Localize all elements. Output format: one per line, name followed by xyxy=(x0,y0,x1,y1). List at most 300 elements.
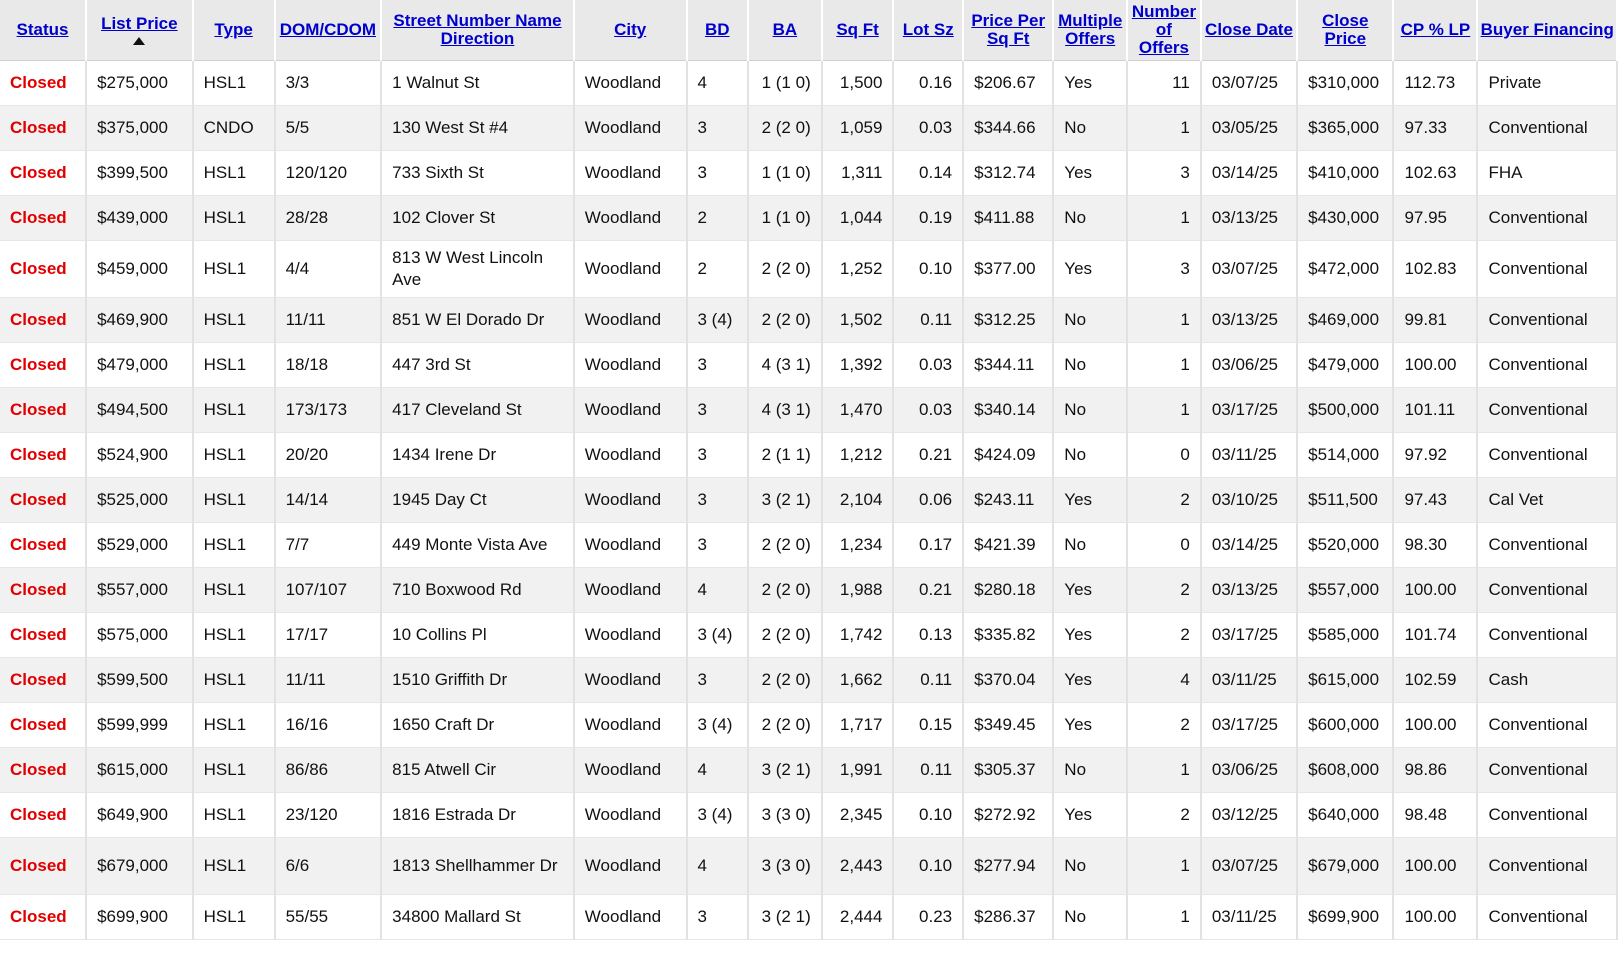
cell-multiple-offers: Yes xyxy=(1053,613,1127,658)
cell-dom-cdom: 17/17 xyxy=(275,613,382,658)
cell-status: Closed xyxy=(0,61,86,106)
cell-number-of-offers: 2 xyxy=(1127,703,1201,748)
cell-dom-cdom: 107/107 xyxy=(275,568,382,613)
cell-address: 10 Collins Pl xyxy=(381,613,574,658)
col-header-number-of-offers-label[interactable]: Number of Offers xyxy=(1131,2,1197,57)
cell-close-price: $520,000 xyxy=(1297,523,1393,568)
cell-type: HSL1 xyxy=(193,895,275,940)
cell-type: HSL1 xyxy=(193,433,275,478)
cell-cp-lp: 102.63 xyxy=(1393,151,1477,196)
cell-bd: 3 (4) xyxy=(687,703,748,748)
header-row xyxy=(0,0,1617,61)
cell-bd: 3 xyxy=(687,478,748,523)
cell-price-per-sqft: $349.45 xyxy=(963,703,1053,748)
cell-type: HSL1 xyxy=(193,388,275,433)
cell-price-per-sqft: $424.09 xyxy=(963,433,1053,478)
col-header-city[interactable] xyxy=(574,0,687,61)
cell-number-of-offers: 1 xyxy=(1127,106,1201,151)
cell-city: Woodland xyxy=(574,151,687,196)
cell-close-price: $615,000 xyxy=(1297,658,1393,703)
cell-close-date: 03/10/25 xyxy=(1201,478,1297,523)
cell-list-price: $479,000 xyxy=(86,343,193,388)
cell-multiple-offers: No xyxy=(1053,523,1127,568)
cell-buyer-financing: Cash xyxy=(1477,658,1617,703)
cell-close-price: $410,000 xyxy=(1297,151,1393,196)
cell-bd: 3 xyxy=(687,343,748,388)
cell-city: Woodland xyxy=(574,523,687,568)
cell-sqft: 1,470 xyxy=(822,388,894,433)
cell-buyer-financing: Conventional xyxy=(1477,298,1617,343)
cell-sqft: 1,252 xyxy=(822,241,894,298)
cell-price-per-sqft: $277.94 xyxy=(963,838,1053,895)
cell-multiple-offers: Yes xyxy=(1053,61,1127,106)
cell-multiple-offers: No xyxy=(1053,388,1127,433)
cell-address: 1650 Craft Dr xyxy=(381,703,574,748)
table-row[interactable] xyxy=(0,895,1617,940)
col-header-price-per-sqft-label[interactable]: Price Per Sq Ft xyxy=(971,11,1046,48)
cell-dom-cdom: 7/7 xyxy=(275,523,382,568)
cell-bd: 3 xyxy=(687,388,748,433)
cell-sqft: 2,345 xyxy=(822,793,894,838)
cell-city: Woodland xyxy=(574,433,687,478)
cell-lot-size: 0.23 xyxy=(893,895,963,940)
cell-close-price: $679,000 xyxy=(1297,838,1393,895)
cell-ba: 1 (1 0) xyxy=(748,151,822,196)
cell-multiple-offers: No xyxy=(1053,838,1127,895)
col-header-close-date[interactable] xyxy=(1201,0,1297,61)
cell-close-date: 03/05/25 xyxy=(1201,106,1297,151)
cell-sqft: 1,500 xyxy=(822,61,894,106)
table-row[interactable] xyxy=(0,388,1617,433)
cell-address: 34800 Mallard St xyxy=(381,895,574,940)
cell-address: 813 W West Lincoln Ave xyxy=(381,241,574,298)
cell-sqft: 1,234 xyxy=(822,523,894,568)
table-row[interactable] xyxy=(0,298,1617,343)
cell-ba: 1 (1 0) xyxy=(748,196,822,241)
cell-multiple-offers: No xyxy=(1053,748,1127,793)
col-header-price-per-sqft[interactable] xyxy=(963,0,1053,61)
cell-cp-lp: 102.83 xyxy=(1393,241,1477,298)
cell-lot-size: 0.19 xyxy=(893,196,963,241)
cell-list-price: $615,000 xyxy=(86,748,193,793)
cell-cp-lp: 100.00 xyxy=(1393,568,1477,613)
col-header-lotsz[interactable] xyxy=(893,0,963,61)
cell-bd: 4 xyxy=(687,748,748,793)
cell-sqft: 2,443 xyxy=(822,838,894,895)
cell-close-date: 03/14/25 xyxy=(1201,523,1297,568)
cell-buyer-financing: Private xyxy=(1477,61,1617,106)
cell-dom-cdom: 11/11 xyxy=(275,298,382,343)
col-header-sqft[interactable] xyxy=(822,0,894,61)
cell-price-per-sqft: $280.18 xyxy=(963,568,1053,613)
col-header-close-price-label[interactable]: Close Price xyxy=(1322,11,1369,48)
cell-cp-lp: 100.00 xyxy=(1393,343,1477,388)
cell-ba: 4 (3 1) xyxy=(748,388,822,433)
cell-sqft: 1,212 xyxy=(822,433,894,478)
cell-close-price: $479,000 xyxy=(1297,343,1393,388)
cell-status: Closed xyxy=(0,838,86,895)
cell-list-price: $699,900 xyxy=(86,895,193,940)
cell-ba: 3 (2 1) xyxy=(748,748,822,793)
cell-multiple-offers: No xyxy=(1053,106,1127,151)
cell-list-price: $375,000 xyxy=(86,106,193,151)
col-header-multiple-offers-label[interactable]: Multiple Offers xyxy=(1058,11,1123,48)
cell-lot-size: 0.14 xyxy=(893,151,963,196)
cell-lot-size: 0.10 xyxy=(893,793,963,838)
cell-bd: 4 xyxy=(687,61,748,106)
cell-close-price: $469,000 xyxy=(1297,298,1393,343)
cell-close-price: $365,000 xyxy=(1297,106,1393,151)
cell-city: Woodland xyxy=(574,748,687,793)
cell-status: Closed xyxy=(0,613,86,658)
cell-multiple-offers: Yes xyxy=(1053,568,1127,613)
cell-dom-cdom: 6/6 xyxy=(275,838,382,895)
table-row[interactable] xyxy=(0,838,1617,895)
cell-multiple-offers: No xyxy=(1053,433,1127,478)
cell-cp-lp: 97.43 xyxy=(1393,478,1477,523)
cell-list-price: $599,999 xyxy=(86,703,193,748)
cell-city: Woodland xyxy=(574,568,687,613)
cell-type: CNDO xyxy=(193,106,275,151)
cell-multiple-offers: Yes xyxy=(1053,703,1127,748)
cell-close-price: $699,900 xyxy=(1297,895,1393,940)
cell-price-per-sqft: $421.39 xyxy=(963,523,1053,568)
cell-ba: 2 (2 0) xyxy=(748,523,822,568)
table-row[interactable] xyxy=(0,61,1617,106)
cell-sqft: 1,988 xyxy=(822,568,894,613)
cell-multiple-offers: No xyxy=(1053,343,1127,388)
col-header-sqft-label[interactable]: Sq Ft xyxy=(836,20,879,39)
table-row[interactable] xyxy=(0,106,1617,151)
col-header-close-date-label[interactable]: Close Date xyxy=(1205,20,1293,39)
cell-dom-cdom: 3/3 xyxy=(275,61,382,106)
cell-cp-lp: 98.30 xyxy=(1393,523,1477,568)
cell-number-of-offers: 1 xyxy=(1127,388,1201,433)
cell-bd: 3 xyxy=(687,895,748,940)
cell-cp-lp: 102.59 xyxy=(1393,658,1477,703)
cell-lot-size: 0.21 xyxy=(893,433,963,478)
cell-lot-size: 0.10 xyxy=(893,241,963,298)
cell-ba: 2 (2 0) xyxy=(748,658,822,703)
cell-list-price: $679,000 xyxy=(86,838,193,895)
table-row[interactable] xyxy=(0,241,1617,298)
table-row[interactable] xyxy=(0,343,1617,388)
cell-dom-cdom: 5/5 xyxy=(275,106,382,151)
cell-list-price: $529,000 xyxy=(86,523,193,568)
cell-price-per-sqft: $411.88 xyxy=(963,196,1053,241)
cell-number-of-offers: 1 xyxy=(1127,895,1201,940)
cell-number-of-offers: 2 xyxy=(1127,478,1201,523)
cell-close-date: 03/06/25 xyxy=(1201,343,1297,388)
cell-number-of-offers: 1 xyxy=(1127,748,1201,793)
cell-status: Closed xyxy=(0,388,86,433)
col-header-lotsz-label[interactable]: Lot Sz xyxy=(902,20,954,39)
cell-type: HSL1 xyxy=(193,748,275,793)
cell-lot-size: 0.10 xyxy=(893,838,963,895)
cell-city: Woodland xyxy=(574,793,687,838)
cell-buyer-financing: Conventional xyxy=(1477,196,1617,241)
cell-buyer-financing: Conventional xyxy=(1477,433,1617,478)
cell-address: 733 Sixth St xyxy=(381,151,574,196)
col-header-type[interactable] xyxy=(193,0,275,61)
cell-close-price: $514,000 xyxy=(1297,433,1393,478)
table-row[interactable] xyxy=(0,703,1617,748)
cell-lot-size: 0.17 xyxy=(893,523,963,568)
cell-multiple-offers: Yes xyxy=(1053,793,1127,838)
cell-city: Woodland xyxy=(574,838,687,895)
cell-type: HSL1 xyxy=(193,478,275,523)
cell-number-of-offers: 4 xyxy=(1127,658,1201,703)
cell-cp-lp: 101.74 xyxy=(1393,613,1477,658)
cell-dom-cdom: 120/120 xyxy=(275,151,382,196)
table-row[interactable] xyxy=(0,658,1617,703)
cell-address: 1434 Irene Dr xyxy=(381,433,574,478)
cell-multiple-offers: No xyxy=(1053,895,1127,940)
cell-close-date: 03/12/25 xyxy=(1201,793,1297,838)
cell-type: HSL1 xyxy=(193,613,275,658)
cell-status: Closed xyxy=(0,793,86,838)
cell-sqft: 1,742 xyxy=(822,613,894,658)
cell-ba: 2 (2 0) xyxy=(748,613,822,658)
cell-ba: 3 (3 0) xyxy=(748,793,822,838)
cell-buyer-financing: Conventional xyxy=(1477,703,1617,748)
cell-buyer-financing: Cal Vet xyxy=(1477,478,1617,523)
cell-address: 710 Boxwood Rd xyxy=(381,568,574,613)
cell-number-of-offers: 1 xyxy=(1127,343,1201,388)
cell-lot-size: 0.11 xyxy=(893,748,963,793)
cell-address: 1813 Shellhammer Dr xyxy=(381,838,574,895)
cell-close-price: $585,000 xyxy=(1297,613,1393,658)
col-header-close-price[interactable] xyxy=(1297,0,1393,61)
cell-cp-lp: 97.33 xyxy=(1393,106,1477,151)
cell-dom-cdom: 55/55 xyxy=(275,895,382,940)
col-header-list-price[interactable] xyxy=(86,0,193,61)
cell-city: Woodland xyxy=(574,196,687,241)
cell-list-price: $459,000 xyxy=(86,241,193,298)
cell-dom-cdom: 11/11 xyxy=(275,658,382,703)
col-header-cp-lp[interactable] xyxy=(1393,0,1477,61)
cell-ba: 2 (2 0) xyxy=(748,106,822,151)
col-header-buyer-financing-label[interactable]: Buyer Financing xyxy=(1480,20,1614,39)
cell-sqft: 1,662 xyxy=(822,658,894,703)
cell-close-price: $500,000 xyxy=(1297,388,1393,433)
cell-price-per-sqft: $312.25 xyxy=(963,298,1053,343)
cell-list-price: $439,000 xyxy=(86,196,193,241)
cell-close-price: $472,000 xyxy=(1297,241,1393,298)
cell-type: HSL1 xyxy=(193,838,275,895)
cell-number-of-offers: 1 xyxy=(1127,298,1201,343)
col-header-number-of-offers[interactable] xyxy=(1127,0,1201,61)
cell-type: HSL1 xyxy=(193,61,275,106)
cell-status: Closed xyxy=(0,241,86,298)
col-header-street-label[interactable]: Street Number Name Direction xyxy=(393,11,562,48)
col-header-ba[interactable] xyxy=(748,0,822,61)
cell-address: 1816 Estrada Dr xyxy=(381,793,574,838)
table-row[interactable] xyxy=(0,196,1617,241)
cell-city: Woodland xyxy=(574,241,687,298)
cell-ba: 4 (3 1) xyxy=(748,343,822,388)
cell-address: 1945 Day Ct xyxy=(381,478,574,523)
cell-close-date: 03/11/25 xyxy=(1201,658,1297,703)
cell-status: Closed xyxy=(0,298,86,343)
col-header-bd[interactable] xyxy=(687,0,748,61)
cell-list-price: $649,900 xyxy=(86,793,193,838)
cell-sqft: 1,502 xyxy=(822,298,894,343)
cell-multiple-offers: Yes xyxy=(1053,241,1127,298)
cell-price-per-sqft: $272.92 xyxy=(963,793,1053,838)
cell-multiple-offers: No xyxy=(1053,298,1127,343)
cell-price-per-sqft: $305.37 xyxy=(963,748,1053,793)
cell-price-per-sqft: $286.37 xyxy=(963,895,1053,940)
cell-ba: 1 (1 0) xyxy=(748,61,822,106)
cell-cp-lp: 101.11 xyxy=(1393,388,1477,433)
cell-ba: 3 (2 1) xyxy=(748,895,822,940)
cell-bd: 4 xyxy=(687,568,748,613)
cell-list-price: $524,900 xyxy=(86,433,193,478)
col-header-status-label[interactable]: Status xyxy=(16,20,69,39)
table-row[interactable] xyxy=(0,478,1617,523)
col-header-city-label[interactable]: City xyxy=(614,20,647,39)
cell-lot-size: 0.13 xyxy=(893,613,963,658)
cell-city: Woodland xyxy=(574,388,687,433)
col-header-cp-lp-label[interactable]: CP % LP xyxy=(1400,20,1471,39)
table-row[interactable] xyxy=(0,151,1617,196)
cell-cp-lp: 100.00 xyxy=(1393,838,1477,895)
cell-multiple-offers: No xyxy=(1053,196,1127,241)
col-header-list-price-label[interactable]: List Price xyxy=(101,14,178,33)
table-row[interactable] xyxy=(0,433,1617,478)
cell-number-of-offers: 2 xyxy=(1127,793,1201,838)
cell-buyer-financing: Conventional xyxy=(1477,895,1617,940)
cell-type: HSL1 xyxy=(193,196,275,241)
cell-city: Woodland xyxy=(574,895,687,940)
cell-lot-size: 0.16 xyxy=(893,61,963,106)
cell-bd: 3 (4) xyxy=(687,613,748,658)
cell-close-date: 03/17/25 xyxy=(1201,703,1297,748)
cell-bd: 2 xyxy=(687,196,748,241)
cell-status: Closed xyxy=(0,748,86,793)
cell-city: Woodland xyxy=(574,478,687,523)
table-row[interactable] xyxy=(0,568,1617,613)
cell-lot-size: 0.21 xyxy=(893,568,963,613)
col-header-dom[interactable] xyxy=(275,0,382,61)
cell-ba: 2 (1 1) xyxy=(748,433,822,478)
cell-lot-size: 0.11 xyxy=(893,298,963,343)
cell-cp-lp: 112.73 xyxy=(1393,61,1477,106)
cell-dom-cdom: 20/20 xyxy=(275,433,382,478)
cell-close-price: $511,500 xyxy=(1297,478,1393,523)
cell-cp-lp: 97.92 xyxy=(1393,433,1477,478)
cell-type: HSL1 xyxy=(193,523,275,568)
cell-buyer-financing: Conventional xyxy=(1477,388,1617,433)
cell-lot-size: 0.11 xyxy=(893,658,963,703)
cell-ba: 2 (2 0) xyxy=(748,298,822,343)
cell-type: HSL1 xyxy=(193,343,275,388)
sort-ascending-icon xyxy=(133,37,145,45)
cell-number-of-offers: 11 xyxy=(1127,61,1201,106)
table-row[interactable] xyxy=(0,748,1617,793)
cell-dom-cdom: 4/4 xyxy=(275,241,382,298)
cell-close-date: 03/07/25 xyxy=(1201,61,1297,106)
cell-sqft: 1,059 xyxy=(822,106,894,151)
cell-close-price: $557,000 xyxy=(1297,568,1393,613)
cell-sqft: 1,717 xyxy=(822,703,894,748)
cell-status: Closed xyxy=(0,151,86,196)
cell-ba: 3 (3 0) xyxy=(748,838,822,895)
cell-number-of-offers: 2 xyxy=(1127,568,1201,613)
cell-bd: 2 xyxy=(687,241,748,298)
cell-buyer-financing: FHA xyxy=(1477,151,1617,196)
cell-list-price: $399,500 xyxy=(86,151,193,196)
cell-status: Closed xyxy=(0,658,86,703)
cell-address: 1510 Griffith Dr xyxy=(381,658,574,703)
cell-close-date: 03/06/25 xyxy=(1201,748,1297,793)
cell-dom-cdom: 23/120 xyxy=(275,793,382,838)
cell-number-of-offers: 1 xyxy=(1127,838,1201,895)
cell-bd: 4 xyxy=(687,838,748,895)
table-row[interactable] xyxy=(0,793,1617,838)
cell-status: Closed xyxy=(0,523,86,568)
cell-price-per-sqft: $344.66 xyxy=(963,106,1053,151)
cell-status: Closed xyxy=(0,106,86,151)
cell-type: HSL1 xyxy=(193,241,275,298)
cell-status: Closed xyxy=(0,196,86,241)
cell-ba: 2 (2 0) xyxy=(748,568,822,613)
cell-dom-cdom: 18/18 xyxy=(275,343,382,388)
cell-buyer-financing: Conventional xyxy=(1477,106,1617,151)
cell-price-per-sqft: $340.14 xyxy=(963,388,1053,433)
cell-type: HSL1 xyxy=(193,793,275,838)
cell-list-price: $275,000 xyxy=(86,61,193,106)
cell-bd: 3 xyxy=(687,433,748,478)
cell-city: Woodland xyxy=(574,298,687,343)
cell-lot-size: 0.03 xyxy=(893,106,963,151)
cell-status: Closed xyxy=(0,433,86,478)
cell-sqft: 1,991 xyxy=(822,748,894,793)
cell-ba: 3 (2 1) xyxy=(748,478,822,523)
cell-city: Woodland xyxy=(574,613,687,658)
col-header-multiple-offers[interactable] xyxy=(1053,0,1127,61)
cell-ba: 2 (2 0) xyxy=(748,241,822,298)
cell-sqft: 1,392 xyxy=(822,343,894,388)
cell-status: Closed xyxy=(0,568,86,613)
cell-close-price: $640,000 xyxy=(1297,793,1393,838)
col-header-street[interactable] xyxy=(381,0,574,61)
cell-address: 1 Walnut St xyxy=(381,61,574,106)
cell-buyer-financing: Conventional xyxy=(1477,343,1617,388)
col-header-buyer-financing[interactable] xyxy=(1477,0,1617,61)
cell-dom-cdom: 28/28 xyxy=(275,196,382,241)
col-header-type-label[interactable]: Type xyxy=(214,20,253,39)
cell-close-date: 03/07/25 xyxy=(1201,838,1297,895)
cell-address: 417 Cleveland St xyxy=(381,388,574,433)
col-header-dom-label[interactable]: DOM/CDOM xyxy=(279,20,377,39)
cell-buyer-financing: Conventional xyxy=(1477,613,1617,658)
cell-city: Woodland xyxy=(574,343,687,388)
cell-lot-size: 0.06 xyxy=(893,478,963,523)
table-row[interactable] xyxy=(0,613,1617,658)
cell-status: Closed xyxy=(0,703,86,748)
col-header-ba-label[interactable]: BA xyxy=(772,20,798,39)
cell-list-price: $469,900 xyxy=(86,298,193,343)
col-header-bd-label[interactable]: BD xyxy=(704,20,730,39)
table-row[interactable] xyxy=(0,523,1617,568)
cell-sqft: 2,444 xyxy=(822,895,894,940)
cell-close-price: $430,000 xyxy=(1297,196,1393,241)
col-header-status[interactable] xyxy=(0,0,86,61)
cell-price-per-sqft: $243.11 xyxy=(963,478,1053,523)
cell-list-price: $599,500 xyxy=(86,658,193,703)
